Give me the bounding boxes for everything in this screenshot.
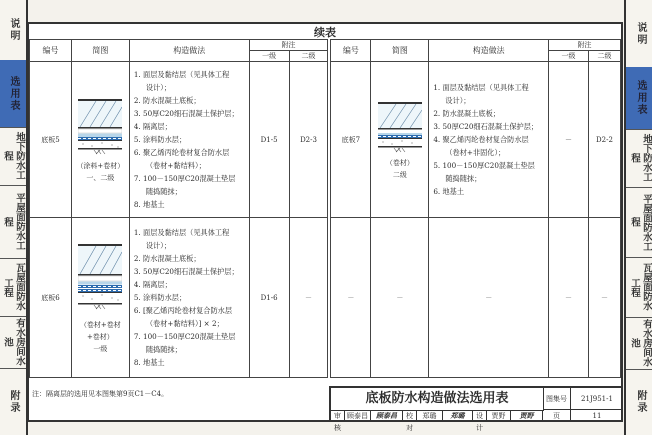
method-list <box>129 62 249 218</box>
page-number: 11 <box>571 410 623 422</box>
left-tab-water-rooms-pools[interactable] <box>0 316 26 369</box>
method-list <box>129 218 249 378</box>
method-step: （卷材+非固化）； <box>445 148 506 157</box>
header-diagram: 简图 <box>71 40 129 62</box>
header-level2: 二级 <box>289 51 328 62</box>
method-step: （卷材+黏结料）] × 2； <box>145 319 224 328</box>
header-level1-right: 一级 <box>549 51 589 62</box>
method-step: 6. 地基土 <box>433 187 465 196</box>
method-step: 随捣随抹； <box>145 345 182 354</box>
table-title: 续表 <box>314 26 336 39</box>
right-tab-water-rooms-pools[interactable] <box>626 317 652 370</box>
method-step: 5. 100－150厚C20混凝土垫层 <box>433 161 535 170</box>
left-tab-description[interactable] <box>0 0 26 61</box>
tab-label: 瓦屋面防水工程 <box>629 263 652 311</box>
method-step: 7. 100－150厚C20混凝土垫层 <box>133 332 236 341</box>
right-tab-flat-roof-waterproof[interactable] <box>626 187 652 258</box>
header-note-right: 附注 <box>549 40 621 51</box>
method-step: 随捣随抹； <box>145 187 182 196</box>
right-tab-description[interactable] <box>626 0 652 68</box>
method-step: 3. 50厚C20细石混凝土保护层； <box>433 122 539 131</box>
method-step: 7. 100－150厚C20混凝土垫层 <box>133 174 236 183</box>
tab-label: 有水房间水池 <box>629 319 652 367</box>
tab-label: 选用表 <box>8 75 19 112</box>
row-code-right: － <box>331 218 371 378</box>
header-level1: 一级 <box>249 51 289 62</box>
table-row <box>30 62 621 218</box>
method-step: 6. [聚乙烯丙纶卷材复合防水层 <box>133 306 233 315</box>
tab-label: 选用表 <box>635 80 646 116</box>
method-step: 5. 涂料防水层； <box>133 135 187 144</box>
method-step: 2. 防水混凝土底板； <box>133 254 201 263</box>
method-step: 4. 隔离层； <box>133 280 172 289</box>
left-section-sidebar <box>0 0 28 435</box>
row-code: 底板5 <box>30 62 72 218</box>
left-tab-appendix[interactable] <box>0 368 26 435</box>
waterproof-layer-diagram-icon <box>378 100 422 156</box>
level2-ref: － <box>289 218 328 378</box>
method-step: 3. 50厚C20细石混凝土保护层； <box>133 267 239 276</box>
diagram-cell-right <box>371 62 429 218</box>
right-tab-underground-waterproof[interactable] <box>626 129 652 188</box>
table-row <box>30 218 621 378</box>
diagram-caption: （卷材） <box>385 158 414 167</box>
left-tab-flat-roof-waterproof[interactable] <box>0 185 26 259</box>
atlas-no-label: 图集号 <box>543 388 571 410</box>
right-tab-selection-table[interactable] <box>626 67 652 130</box>
diagram-cell <box>71 218 129 378</box>
drawing-sheet <box>27 22 623 432</box>
tab-label: 附录 <box>8 389 19 414</box>
diagram-caption-level: 一级 <box>93 344 108 353</box>
method-step: 8. 地基土 <box>133 358 165 367</box>
tab-label: 瓦屋面防水工程 <box>2 263 25 311</box>
method-step: 8. 地基土 <box>133 200 165 209</box>
diagram-cell-right: － <box>371 218 429 378</box>
level1-ref: D1-5 <box>249 62 289 218</box>
checker-signature: 郑璐 <box>443 410 473 422</box>
method-step: （卷材+黏结料）； <box>145 161 206 170</box>
diagram-caption-level: 二级 <box>392 170 407 179</box>
method-list-right: － <box>429 218 549 378</box>
waterproof-layer-diagram-icon <box>78 242 122 318</box>
method-step: 5. 涂料防水层； <box>133 293 187 302</box>
level1-ref-right: － <box>549 62 589 218</box>
method-step: 随捣随抹； <box>445 174 482 183</box>
tab-label: 地下防水工程 <box>2 132 25 180</box>
reviewer-name: 顾泰昌 <box>345 410 371 422</box>
method-step: 1. 面层及黏结层（见具体工程 <box>133 70 230 79</box>
method-step: 2. 防水混凝土底板； <box>133 96 201 105</box>
right-section-sidebar <box>624 0 652 435</box>
selection-table <box>29 39 621 378</box>
method-step: 4. 隔离层； <box>133 122 172 131</box>
level1-ref: D1-6 <box>249 218 289 378</box>
level2-ref: D2-3 <box>289 62 328 218</box>
method-step: 设计）； <box>445 96 471 105</box>
level2-ref-right: D2-2 <box>588 62 620 218</box>
header-level2-right: 二级 <box>588 51 620 62</box>
method-step: 3. 50厚C20细石混凝土保护层； <box>133 109 239 118</box>
tab-label: 平屋面防水工程 <box>2 193 25 250</box>
check-label: 校对 <box>403 410 417 422</box>
diagram-cell <box>71 62 129 218</box>
right-tab-appendix[interactable] <box>626 369 652 435</box>
method-step: 设计）； <box>145 241 172 250</box>
left-tab-tile-roof-waterproof[interactable] <box>0 258 26 317</box>
method-list-right <box>429 62 549 218</box>
drawing-title: 底板防水构造做法选用表 <box>331 388 544 411</box>
footnote: 注：隔离层的选用见本图集第9页C1－C4。 <box>32 390 169 398</box>
tab-label: 有水房间水池 <box>2 318 25 366</box>
atlas-no: 21J951-1 <box>571 388 623 410</box>
left-tab-selection-table[interactable] <box>0 60 26 128</box>
tab-label: 说明 <box>635 21 646 46</box>
tab-label: 说明 <box>8 18 19 42</box>
diagram-caption-level: 一、二级 <box>86 173 115 182</box>
row-code-right: 底板7 <box>331 62 371 218</box>
waterproof-layer-diagram-icon <box>78 97 122 159</box>
page-label: 页 <box>543 410 571 422</box>
header-diagram-right: 简图 <box>371 40 429 62</box>
method-step: 设计）； <box>145 83 172 92</box>
header-code-right: 编号 <box>331 40 371 62</box>
row-code: 底板6 <box>30 218 72 378</box>
header-code: 编号 <box>30 40 72 62</box>
header-method-right: 构造做法 <box>429 40 549 62</box>
level2-ref-right: － <box>588 218 620 378</box>
method-step: 4. 聚乙烯丙纶卷材复合防水层 <box>433 135 529 144</box>
diagram-caption: （涂料+卷材） <box>76 161 125 170</box>
designer-name: 贾野 <box>487 410 511 422</box>
tab-label: 平屋面防水工程 <box>629 193 652 251</box>
review-label: 审核 <box>331 410 345 422</box>
reviewer-signature: 顾泰昌 <box>371 410 403 422</box>
level1-ref-right: － <box>549 218 589 378</box>
tab-label: 地下防水工程 <box>629 134 652 182</box>
method-step: 2. 防水混凝土底板； <box>433 109 500 118</box>
header-note: 附注 <box>249 40 328 51</box>
design-label: 设计 <box>473 410 487 422</box>
checker-name: 郑璐 <box>417 410 443 422</box>
diagram-caption: （卷材+卷材 <box>79 320 121 329</box>
header-method: 构造做法 <box>129 40 249 62</box>
diagram-caption-2: +卷材） <box>86 332 114 341</box>
designer-signature: 贾野 <box>511 410 543 422</box>
method-step: 6. 聚乙烯丙纶卷材复合防水层 <box>133 148 230 157</box>
method-step: 1. 面层及黏结层（见具体工程 <box>433 83 529 92</box>
tab-label: 附录 <box>635 390 646 414</box>
right-tab-tile-roof-waterproof[interactable] <box>626 257 652 318</box>
title-block <box>329 386 623 432</box>
left-tab-underground-waterproof[interactable] <box>0 127 26 186</box>
method-step: 1. 面层及黏结层（见具体工程 <box>133 228 230 237</box>
